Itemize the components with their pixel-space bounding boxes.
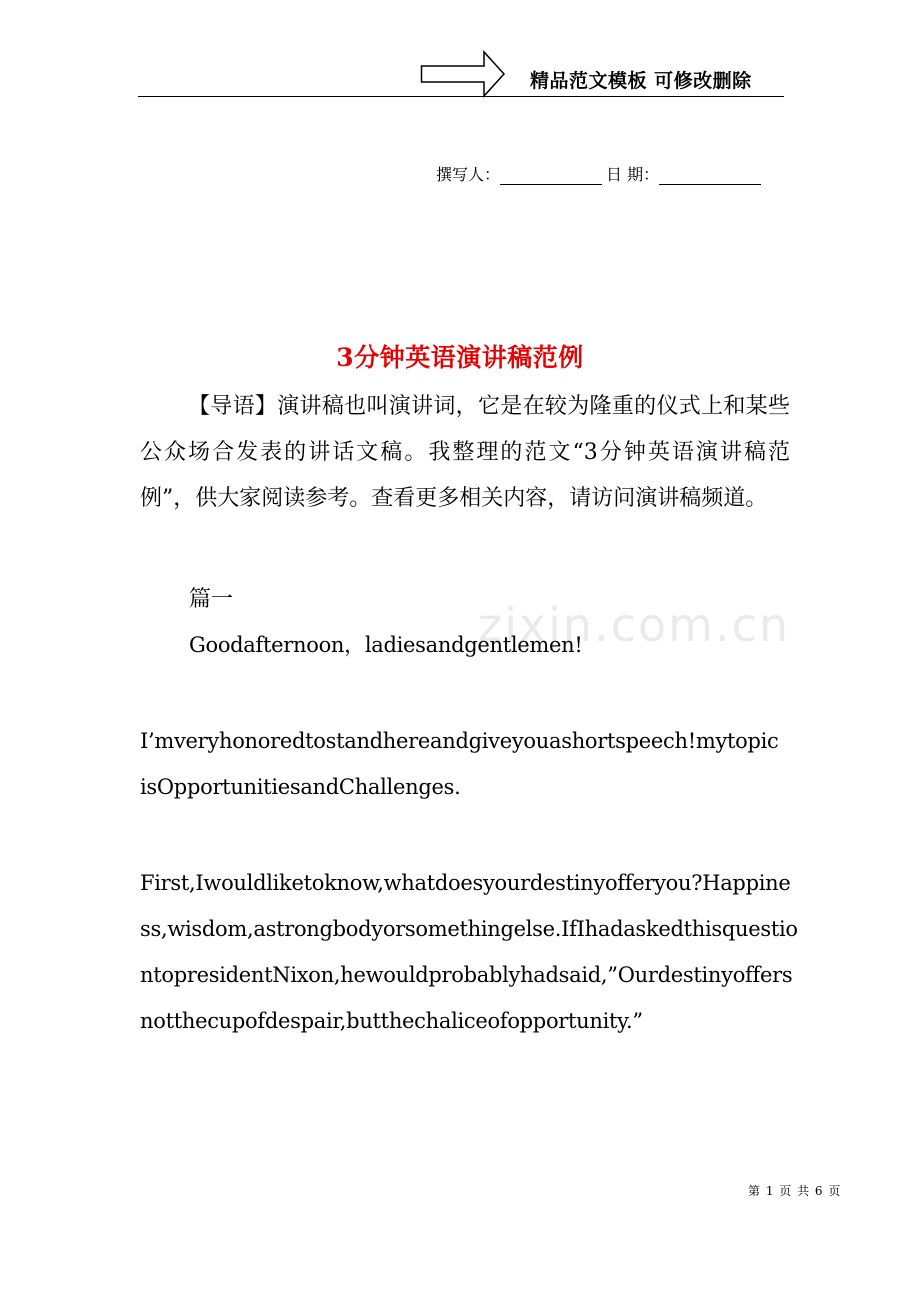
section-label: 篇一 bbox=[189, 587, 234, 612]
header-divider bbox=[138, 96, 784, 97]
author-date-line bbox=[436, 162, 761, 185]
page-number: 第 1 页 共 6 页 bbox=[748, 1184, 841, 1198]
date-blank bbox=[659, 166, 761, 185]
author-blank bbox=[500, 166, 602, 185]
header-title: 精品范文模板 可修改删除 bbox=[530, 70, 752, 92]
paragraph-topic: I’mveryhonoredtostandhereandgiveyouashortspeech!mytopicisOpportunitiesandChallenges. bbox=[140, 729, 779, 799]
author-label: 撰写人： bbox=[436, 165, 501, 184]
date-label: 日 期： bbox=[606, 165, 660, 184]
watermark: zixin.com.cn bbox=[478, 598, 791, 652]
document-title: 3分钟英语演讲稿范例 bbox=[336, 343, 584, 372]
right-arrow-icon bbox=[420, 50, 506, 98]
paragraph-destiny: First,Iwouldliketoknow,whatdoesyourdestinyofferyou?Happiness,wisdom,astrongbodyorsomethingelse.IfIhadaskedthisquestiontopresidentNixon,hewouldprobablyhadsaid,”Ourdestinyoffersnotthecupofdespair,butthechaliceofopportunity.” bbox=[140, 871, 798, 1033]
intro-paragraph: 【导语】演讲稿也叫演讲词，它是在较为隆重的仪式上和某些公众场合发表的讲话文稿。我整理的范文“3分钟英语演讲稿范例”，供大家阅读参考。查看更多相关内容，请访问演讲稿频道。 bbox=[140, 394, 790, 511]
paragraph-greeting: Goodafternoon，ladiesandgentlemen! bbox=[189, 633, 583, 657]
